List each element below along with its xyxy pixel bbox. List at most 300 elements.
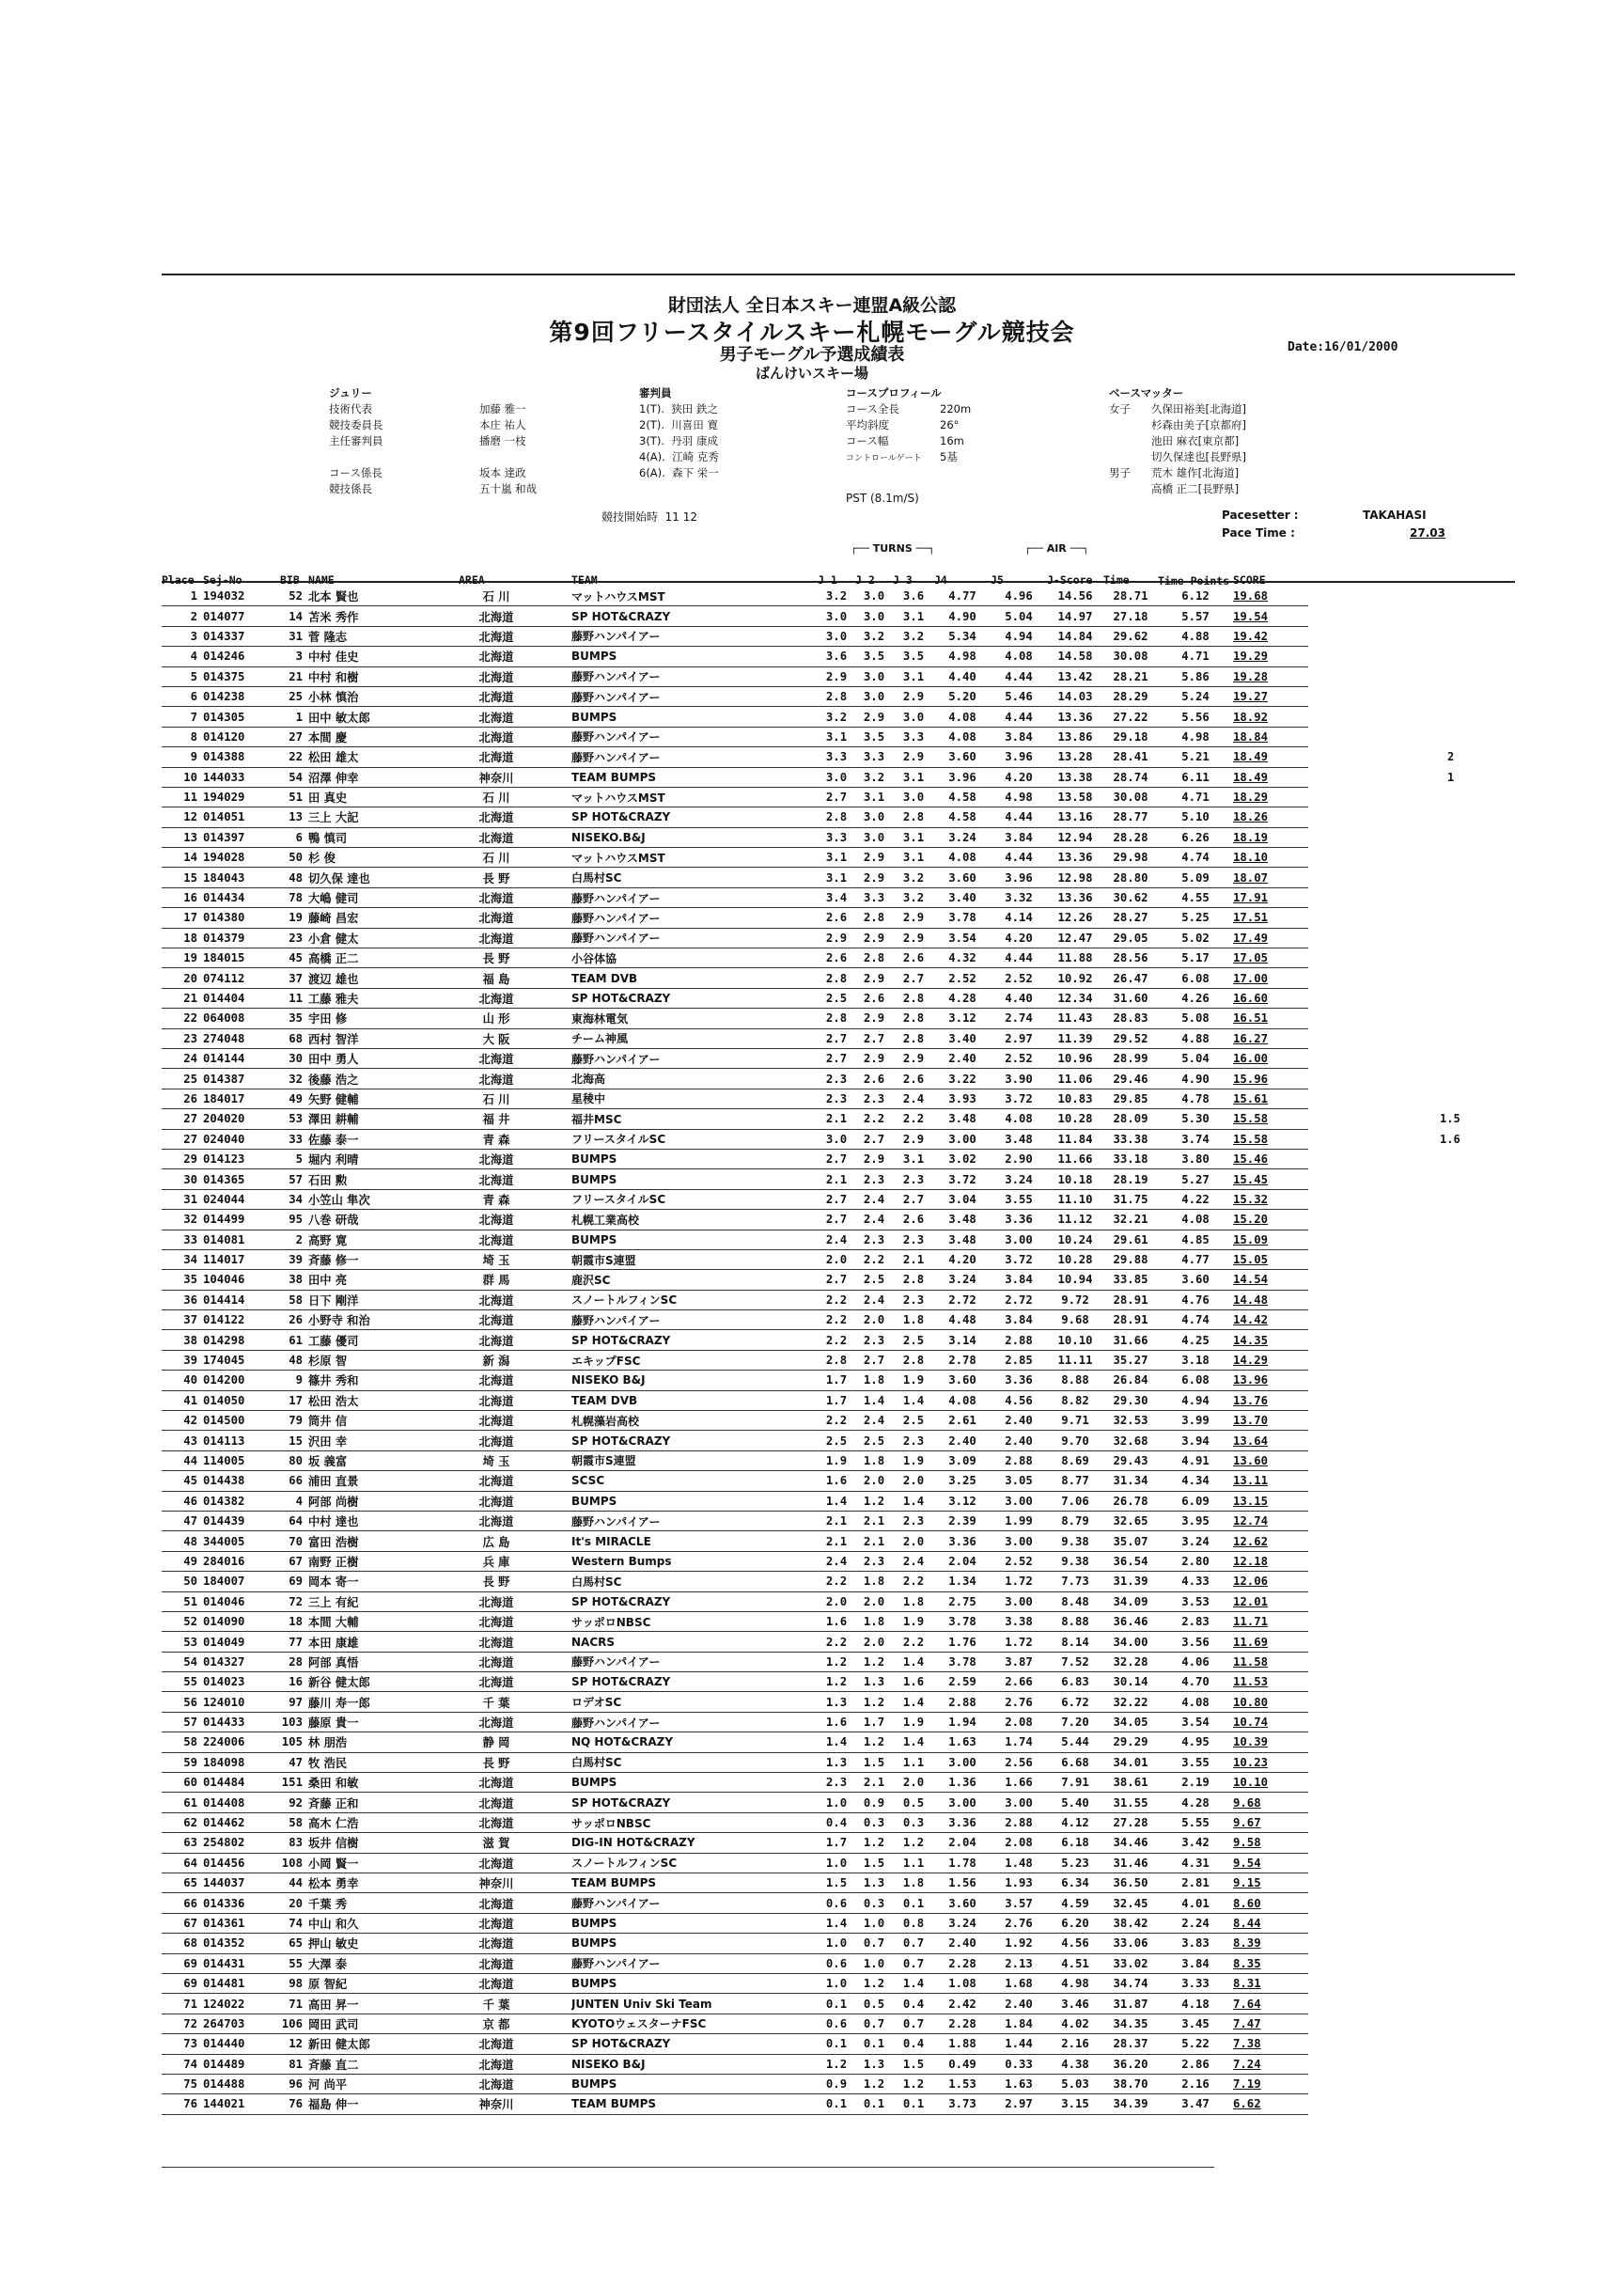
- cell-turn-j3: 2.9: [893, 928, 934, 948]
- col-score: SCORE: [1233, 573, 1266, 587]
- cell-bib: 15: [280, 1431, 308, 1450]
- cell-turn-j3: 1.4: [893, 1491, 934, 1511]
- cell-turn-j3: 1.4: [893, 1652, 934, 1671]
- col-j3: J 3: [893, 573, 913, 587]
- cell-j-score: 6.72: [1047, 1692, 1103, 1712]
- cell-bib: 2: [280, 1230, 308, 1249]
- cell-bib: 71: [280, 1994, 308, 2014]
- cell-turn-j2: 2.6: [855, 988, 893, 1008]
- cell-place: 43: [162, 1431, 203, 1450]
- cell-time-points: 4.55: [1158, 887, 1233, 907]
- cell-team: 藤野ハンパイアー: [571, 1712, 818, 1732]
- col-bib: BIB: [280, 573, 300, 587]
- cell-turn-j1: 2.6: [818, 948, 855, 968]
- cell-turn-j2: 2.3: [855, 1089, 893, 1108]
- cell-turn-j2: 1.8: [855, 1371, 893, 1390]
- cell-score: 18.92: [1233, 707, 1308, 727]
- table-row: [162, 727, 1308, 746]
- cell-time-points: 3.60: [1158, 1270, 1233, 1290]
- cell-place: 27: [162, 1109, 203, 1129]
- cell-area: 北海道: [421, 1149, 571, 1168]
- cell-air-j4: 3.93: [934, 1089, 991, 1108]
- cell-turn-j3: 3.6: [893, 587, 934, 606]
- cell-bib: 96: [280, 2074, 308, 2093]
- cell-air-j4: 2.04: [934, 1833, 991, 1853]
- cell-area: 北海道: [421, 1853, 571, 1873]
- cell-score: 18.84: [1233, 727, 1308, 746]
- cell-score: 6.62: [1233, 2094, 1308, 2114]
- cell-area: 北海道: [421, 1230, 571, 1249]
- cell-turn-j1: 1.0: [818, 1853, 855, 1873]
- cell-bib: 95: [280, 1210, 308, 1230]
- cell-air-j5: 3.87: [991, 1652, 1047, 1671]
- cell-air-j4: 3.60: [934, 868, 991, 887]
- cell-seki-no: 064008: [203, 1009, 280, 1028]
- cell-turn-j1: 3.1: [818, 727, 855, 746]
- cell-team: 白馬村SC: [571, 1572, 818, 1591]
- cell-name: 新田 健太郎: [308, 2034, 421, 2054]
- table-row: [162, 1732, 1308, 1752]
- cell-team: JUNTEN Univ Ski Team: [571, 1994, 818, 2014]
- cell-team: 藤野ハンパイアー: [571, 887, 818, 907]
- cell-j-score: 5.40: [1047, 1793, 1103, 1812]
- cell-turn-j3: 2.4: [893, 1551, 934, 1571]
- cell-place: 74: [162, 2054, 203, 2074]
- cell-time-points: 6.08: [1158, 968, 1233, 988]
- col-team: TEAM: [571, 573, 598, 587]
- cell-time: 29.43: [1103, 1450, 1158, 1470]
- cell-area: 北海道: [421, 606, 571, 626]
- cell-seki-no: 014077: [203, 606, 280, 626]
- pacesetter-line: [1222, 509, 1427, 522]
- cell-air-j5: 4.44: [991, 666, 1047, 686]
- cell-air-j5: 3.57: [991, 1893, 1047, 1913]
- cell-place: 21: [162, 988, 203, 1008]
- cell-seki-no: 144033: [203, 767, 280, 787]
- cell-time: 28.91: [1103, 1310, 1158, 1330]
- cell-turn-j3: 2.6: [893, 1069, 934, 1089]
- cell-turn-j3: 2.0: [893, 1531, 934, 1551]
- cell-bib: 30: [280, 1048, 308, 1068]
- cell-time-points: 4.06: [1158, 1652, 1233, 1671]
- cell-seki-no: 014397: [203, 827, 280, 847]
- cell-j-score: 7.06: [1047, 1491, 1103, 1511]
- judge-pos: 2(T).: [639, 418, 664, 431]
- cell-time-points: 6.12: [1158, 587, 1233, 606]
- cell-turn-j1: 1.0: [818, 1973, 855, 1993]
- cell-air-j5: 2.66: [991, 1672, 1047, 1692]
- cell-time: 31.75: [1103, 1189, 1158, 1209]
- table-row: [162, 707, 1308, 727]
- cell-area: 北海道: [421, 807, 571, 827]
- cell-name: 田中 亮: [308, 1270, 421, 1290]
- cell-j-score: 11.39: [1047, 1028, 1103, 1048]
- cell-time: 32.45: [1103, 1893, 1158, 1913]
- cell-turn-j2: 3.1: [855, 787, 893, 807]
- course-block: [846, 385, 971, 465]
- cell-turn-j1: 3.1: [818, 868, 855, 887]
- forerunner-name: 池田 麻衣[東京都]: [1151, 434, 1240, 447]
- cell-j-score: 11.66: [1047, 1149, 1103, 1168]
- cell-team: NACRS: [571, 1632, 818, 1652]
- table-row: [162, 1089, 1308, 1108]
- cell-j-score: 7.73: [1047, 1572, 1103, 1591]
- cell-j-score: 11.10: [1047, 1189, 1103, 1209]
- cell-area: 北海道: [421, 1491, 571, 1511]
- cell-time: 27.22: [1103, 707, 1158, 727]
- cell-time: 34.35: [1103, 2014, 1158, 2033]
- cell-area: 北海道: [421, 928, 571, 948]
- cell-score: 8.39: [1233, 1934, 1308, 1953]
- cell-air-j5: 5.46: [991, 686, 1047, 706]
- cell-air-j4: 4.08: [934, 727, 991, 746]
- cell-place: 41: [162, 1390, 203, 1410]
- cell-seki-no: 014336: [203, 1893, 280, 1913]
- cell-air-j5: 3.00: [991, 1531, 1047, 1551]
- cell-air-j5: 2.08: [991, 1833, 1047, 1853]
- cell-bib: 54: [280, 767, 308, 787]
- cell-time: 28.56: [1103, 948, 1158, 968]
- cell-turn-j2: 3.5: [855, 727, 893, 746]
- cell-time: 36.50: [1103, 1873, 1158, 1893]
- cell-air-j5: 1.74: [991, 1732, 1047, 1752]
- cell-j-score: 9.70: [1047, 1431, 1103, 1450]
- cell-name: 菅 隆志: [308, 626, 421, 646]
- cell-seki-no: 014046: [203, 1591, 280, 1611]
- cell-place: 10: [162, 767, 203, 787]
- cell-team: TEAM BUMPS: [571, 1873, 818, 1893]
- cell-bib: 108: [280, 1853, 308, 1873]
- cell-score: 7.19: [1233, 2074, 1308, 2093]
- cell-air-j4: 1.53: [934, 2074, 991, 2093]
- cell-air-j4: 2.72: [934, 1290, 991, 1309]
- cell-place: 49: [162, 1551, 203, 1571]
- cell-turn-j3: 2.5: [893, 1411, 934, 1431]
- cell-air-j5: 3.36: [991, 1210, 1047, 1230]
- cell-score: 14.54: [1233, 1270, 1308, 1290]
- cell-turn-j3: 1.4: [893, 1973, 934, 1993]
- cell-turn-j1: 0.1: [818, 2034, 855, 2054]
- cell-name: 松田 浩太: [308, 1390, 421, 1410]
- cell-name: 桑田 和敏: [308, 1773, 421, 1793]
- cell-score: 18.10: [1233, 848, 1308, 868]
- cell-time-points: 4.22: [1158, 1189, 1233, 1209]
- air-group-label: ┌── AIR ──┐: [1024, 542, 1089, 555]
- cell-name: 藤原 貴一: [308, 1712, 421, 1732]
- cell-time: 28.83: [1103, 1009, 1158, 1028]
- cell-turn-j2: 2.9: [855, 848, 893, 868]
- cell-score: 15.20: [1233, 1210, 1308, 1230]
- jury-names: [479, 401, 537, 497]
- cell-score: 15.05: [1233, 1249, 1308, 1269]
- cell-name: 小岡 賢一: [308, 1853, 421, 1873]
- judge-name: 森下 栄一: [672, 466, 719, 479]
- cell-place: 17: [162, 908, 203, 928]
- cell-time-points: 3.84: [1158, 1953, 1233, 1973]
- cell-turn-j3: 3.3: [893, 727, 934, 746]
- cell-team: SP HOT&CRAZY: [571, 2034, 818, 2054]
- cell-j-score: 14.03: [1047, 686, 1103, 706]
- cell-score: 18.19: [1233, 827, 1308, 847]
- cell-turn-j1: 3.1: [818, 848, 855, 868]
- table-row: [162, 1390, 1308, 1410]
- cell-area: 北海道: [421, 1411, 571, 1431]
- cell-time-points: 5.22: [1158, 2034, 1233, 2054]
- cell-turn-j2: 2.7: [855, 1350, 893, 1370]
- table-row: [162, 2014, 1308, 2033]
- cell-air-j5: 3.38: [991, 1611, 1047, 1631]
- table-row: [162, 1833, 1308, 1853]
- cell-air-j4: 1.76: [934, 1632, 991, 1652]
- cell-place: 12: [162, 807, 203, 827]
- cell-seki-no: 014049: [203, 1632, 280, 1652]
- cell-time: 30.62: [1103, 887, 1158, 907]
- cell-air-j4: 3.14: [934, 1330, 991, 1350]
- cell-air-j5: 3.84: [991, 1310, 1047, 1330]
- results-table: [162, 562, 1308, 2115]
- cell-air-j4: 4.40: [934, 666, 991, 686]
- cell-j-score: 14.97: [1047, 606, 1103, 626]
- cell-turn-j3: 1.2: [893, 1833, 934, 1853]
- cell-area: 北海道: [421, 1330, 571, 1350]
- cell-team: 藤野ハンパイアー: [571, 928, 818, 948]
- cell-time: 29.46: [1103, 1069, 1158, 1089]
- cell-time-points: 3.47: [1158, 2094, 1233, 2114]
- cell-bib: 106: [280, 2014, 308, 2033]
- cell-air-j5: 1.44: [991, 2034, 1047, 2054]
- cell-bib: 28: [280, 1652, 308, 1671]
- cell-team: 小谷体協: [571, 948, 818, 968]
- cell-team: BUMPS: [571, 1169, 818, 1189]
- cell-air-j4: 2.40: [934, 1431, 991, 1450]
- cell-turn-j1: 2.4: [818, 1230, 855, 1249]
- cell-time-points: 4.77: [1158, 1249, 1233, 1269]
- cell-score: 7.47: [1233, 2014, 1308, 2033]
- cell-j-score: 14.58: [1047, 647, 1103, 666]
- cell-air-j4: 3.48: [934, 1230, 991, 1249]
- cell-air-j4: 4.08: [934, 848, 991, 868]
- cell-team: マットハウスMST: [571, 787, 818, 807]
- cell-time: 31.39: [1103, 1572, 1158, 1591]
- cell-time: 38.70: [1103, 2074, 1158, 2093]
- cell-air-j4: 1.08: [934, 1973, 991, 1993]
- cell-bib: 57: [280, 1169, 308, 1189]
- cell-team: 朝霞市S連盟: [571, 1249, 818, 1269]
- col-jscore: J-Score: [1047, 573, 1093, 587]
- cell-time: 28.28: [1103, 827, 1158, 847]
- cell-place: 31: [162, 1189, 203, 1209]
- cell-j-score: 6.68: [1047, 1752, 1103, 1772]
- cell-place: 34: [162, 1249, 203, 1269]
- cell-time: 31.66: [1103, 1330, 1158, 1350]
- cell-team: 藤野ハンパイアー: [571, 1893, 818, 1913]
- cell-name: 小林 慎治: [308, 686, 421, 706]
- cell-score: 11.58: [1233, 1652, 1308, 1671]
- cell-j-score: 13.16: [1047, 807, 1103, 827]
- cell-area: 埼 玉: [421, 1450, 571, 1470]
- cell-turn-j3: 0.7: [893, 2014, 934, 2033]
- cell-air-j4: 1.94: [934, 1712, 991, 1732]
- cell-area: 石 川: [421, 1089, 571, 1108]
- cell-team: スノートルフィンSC: [571, 1290, 818, 1309]
- cell-air-j5: 4.20: [991, 928, 1047, 948]
- cell-time-points: 4.74: [1158, 848, 1233, 868]
- cell-turn-j2: 2.9: [855, 968, 893, 988]
- cell-place: 62: [162, 1812, 203, 1832]
- cell-team: BUMPS: [571, 1973, 818, 1993]
- cell-time-points: 4.28: [1158, 1793, 1233, 1812]
- cell-turn-j1: 2.1: [818, 1109, 855, 1129]
- cell-j-score: 9.38: [1047, 1551, 1103, 1571]
- cell-name: 高木 仁浩: [308, 1812, 421, 1832]
- cell-turn-j3: 2.9: [893, 908, 934, 928]
- cell-turn-j2: 2.9: [855, 868, 893, 887]
- cell-name: 中村 達也: [308, 1511, 421, 1530]
- cell-turn-j2: 1.2: [855, 2074, 893, 2093]
- cell-score: 11.69: [1233, 1632, 1308, 1652]
- cell-area: 北海道: [421, 1953, 571, 1973]
- cell-name: 沼澤 伸幸: [308, 767, 421, 787]
- cell-time: 31.46: [1103, 1853, 1158, 1873]
- cell-air-j5: 1.92: [991, 1934, 1047, 1953]
- cell-place: 33: [162, 1230, 203, 1249]
- cell-turn-j2: 2.0: [855, 1310, 893, 1330]
- cell-area: 北海道: [421, 1812, 571, 1832]
- cell-turn-j1: 0.1: [818, 2094, 855, 2114]
- cell-j-score: 12.47: [1047, 928, 1103, 948]
- cell-team: TEAM BUMPS: [571, 2094, 818, 2114]
- table-row: [162, 1411, 1308, 1431]
- jury-role: コース係長: [329, 466, 383, 479]
- table-row: [162, 1371, 1308, 1390]
- cell-score: 17.51: [1233, 908, 1308, 928]
- cell-turn-j3: 0.7: [893, 1953, 934, 1973]
- cell-team: SP HOT&CRAZY: [571, 1431, 818, 1450]
- col-name: NAME: [308, 573, 335, 587]
- cell-turn-j1: 2.2: [818, 1572, 855, 1591]
- cell-turn-j2: 3.0: [855, 606, 893, 626]
- cell-name: 押山 敏史: [308, 1934, 421, 1953]
- cell-turn-j1: 2.7: [818, 787, 855, 807]
- cell-turn-j3: 0.4: [893, 1994, 934, 2014]
- cell-turn-j3: 1.4: [893, 1732, 934, 1752]
- cell-place: 40: [162, 1371, 203, 1390]
- cell-area: 北海道: [421, 1431, 571, 1450]
- cell-air-j4: 4.98: [934, 647, 991, 666]
- cell-air-j5: 4.14: [991, 908, 1047, 928]
- cell-bib: 48: [280, 1350, 308, 1370]
- cell-bib: 68: [280, 1028, 308, 1048]
- cell-turn-j1: 1.3: [818, 1692, 855, 1712]
- cell-time: 29.62: [1103, 626, 1158, 646]
- table-row: [162, 1652, 1308, 1671]
- cell-j-score: 5.03: [1047, 2074, 1103, 2093]
- cell-turn-j1: 2.7: [818, 1270, 855, 1290]
- table-row: [162, 1572, 1308, 1591]
- cell-turn-j1: 2.8: [818, 1350, 855, 1370]
- cell-score: 17.00: [1233, 968, 1308, 988]
- cell-turn-j2: 2.1: [855, 1511, 893, 1530]
- cell-turn-j2: 0.5: [855, 1994, 893, 2014]
- cell-turn-j3: 0.1: [893, 1893, 934, 1913]
- cell-seki-no: 014050: [203, 1390, 280, 1410]
- cell-seki-no: 014298: [203, 1330, 280, 1350]
- cell-turn-j2: 1.0: [855, 1953, 893, 1973]
- cell-turn-j1: 3.0: [818, 1129, 855, 1149]
- cell-turn-j2: 3.0: [855, 686, 893, 706]
- cell-area: 長 野: [421, 868, 571, 887]
- table-row: [162, 1934, 1308, 1953]
- cell-time: 29.18: [1103, 727, 1158, 746]
- cell-score: 14.42: [1233, 1310, 1308, 1330]
- cell-j-score: 4.38: [1047, 2054, 1103, 2074]
- cell-area: 北海道: [421, 1773, 571, 1793]
- cell-time-points: 5.55: [1158, 1812, 1233, 1832]
- cell-turn-j3: 2.1: [893, 1249, 934, 1269]
- cell-air-j4: 2.52: [934, 968, 991, 988]
- cell-seki-no: 014090: [203, 1611, 280, 1631]
- cell-bib: 5: [280, 1149, 308, 1168]
- cell-air-j5: 4.44: [991, 707, 1047, 727]
- cell-seki-no: 014439: [203, 1511, 280, 1530]
- table-row: [162, 2034, 1308, 2054]
- cell-air-j4: 3.73: [934, 2094, 991, 2114]
- cell-time-points: 4.90: [1158, 1069, 1233, 1089]
- pace-time-line: [1222, 526, 1445, 540]
- cell-seki-no: 194028: [203, 848, 280, 868]
- cell-area: 北海道: [421, 1893, 571, 1913]
- cell-area: 兵 庫: [421, 1551, 571, 1571]
- cell-score: 13.76: [1233, 1390, 1308, 1410]
- cell-bib: 78: [280, 887, 308, 907]
- cell-air-j4: 3.72: [934, 1169, 991, 1189]
- cell-turn-j3: 0.1: [893, 2094, 934, 2114]
- cell-score: 13.11: [1233, 1471, 1308, 1491]
- cell-seki-no: 014200: [203, 1371, 280, 1390]
- cell-team: SP HOT&CRAZY: [571, 1672, 818, 1692]
- cell-turn-j1: 2.7: [818, 1028, 855, 1048]
- cell-seki-no: 014500: [203, 1411, 280, 1431]
- cell-score: 8.44: [1233, 1913, 1308, 1933]
- cell-turn-j1: 3.4: [818, 887, 855, 907]
- table-row: [162, 1752, 1308, 1772]
- cell-team: フリースタイルSC: [571, 1189, 818, 1209]
- cell-score: 17.49: [1233, 928, 1308, 948]
- cell-turn-j2: 2.5: [855, 1431, 893, 1450]
- cell-time: 26.84: [1103, 1371, 1158, 1390]
- table-row: [162, 1511, 1308, 1530]
- cell-air-j4: 2.04: [934, 1551, 991, 1571]
- cell-turn-j1: 0.6: [818, 2014, 855, 2033]
- cell-turn-j3: 3.1: [893, 767, 934, 787]
- cell-seki-no: 014081: [203, 1230, 280, 1249]
- cell-place: 52: [162, 1611, 203, 1631]
- cell-time-points: 4.76: [1158, 1290, 1233, 1309]
- cell-team: SP HOT&CRAZY: [571, 807, 818, 827]
- cell-area: 北海道: [421, 1591, 571, 1611]
- cell-seki-no: 254802: [203, 1833, 280, 1853]
- cell-time: 32.28: [1103, 1652, 1158, 1671]
- cell-area: 北海道: [421, 1913, 571, 1933]
- cell-score: 10.10: [1233, 1773, 1308, 1793]
- cell-turn-j3: 2.6: [893, 948, 934, 968]
- cell-j-score: 4.51: [1047, 1953, 1103, 1973]
- cell-turn-j2: 2.1: [855, 1531, 893, 1551]
- cell-air-j5: 3.55: [991, 1189, 1047, 1209]
- cell-place: 24: [162, 1048, 203, 1068]
- cell-bib: 21: [280, 666, 308, 686]
- cell-time: 28.29: [1103, 686, 1158, 706]
